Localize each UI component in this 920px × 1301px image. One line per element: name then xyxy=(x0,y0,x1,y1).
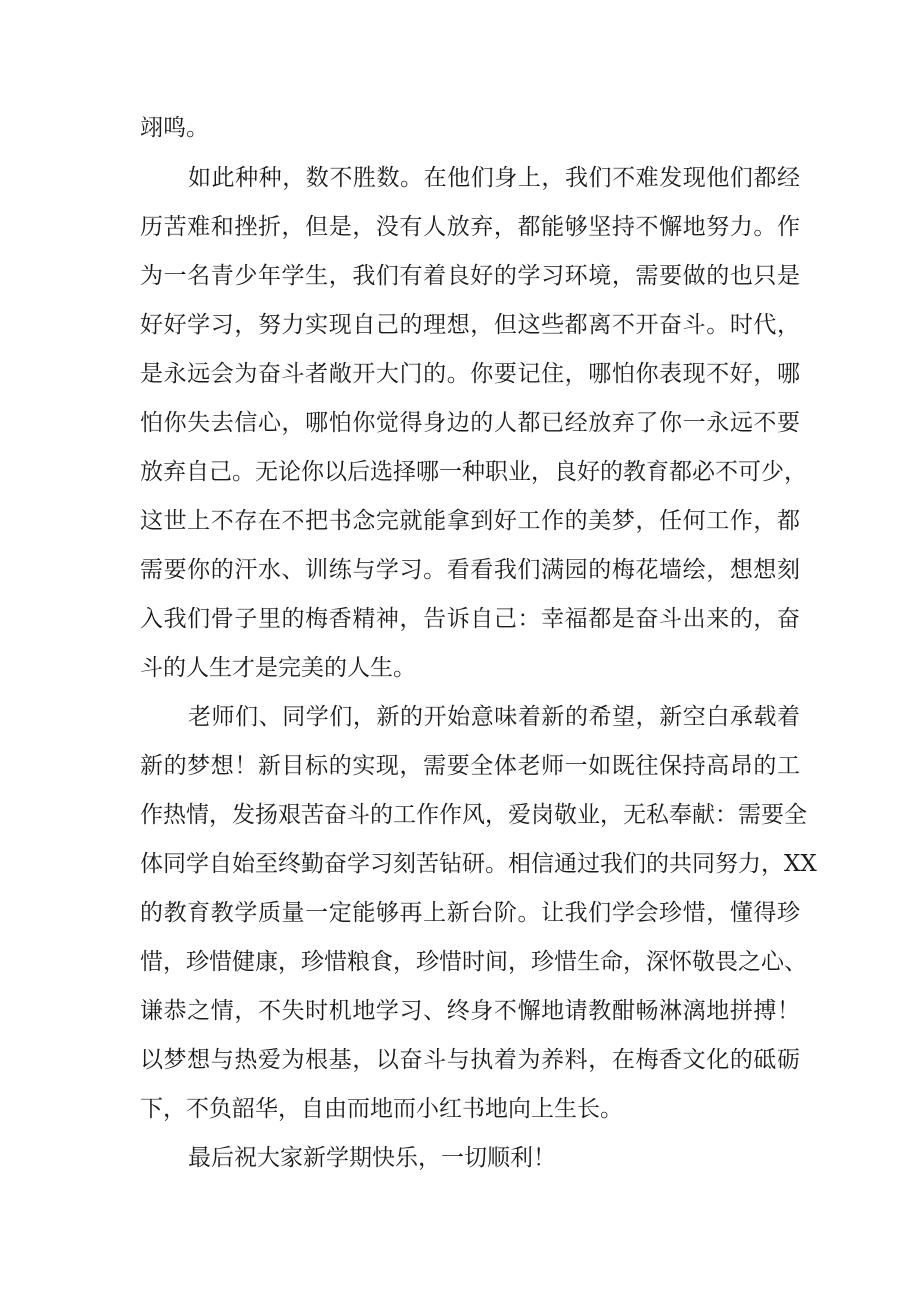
text-line-14: 新的梦想！新目标的实现，需要全体老师一如既往保持高昂的工 xyxy=(140,753,800,779)
text-line-3: 历苦难和挫折，但是，没有人放弃，都能够坚持不懈地努力。作 xyxy=(140,214,800,240)
text-line-18: 惜，珍惜健康，珍惜粮食，珍惜时间，珍惜生命，深怀敬畏之心、 xyxy=(140,949,807,975)
text-line-9: 这世上不存在不把书念完就能拿到好工作的美梦，任何工作，都 xyxy=(140,508,800,534)
text-line-22: 最后祝大家新学期快乐，一切顺利！ xyxy=(188,1145,556,1171)
text-line-8: 放弃自己。无论你以后选择哪一种职业，良好的教育都必不可少， xyxy=(140,459,807,485)
text-line-10: 需要你的汗水、训练与学习。看看我们满园的梅花墙绘，想想刻 xyxy=(140,557,800,583)
text-line-13: 老师们、同学们，新的开始意味着新的希望，新空白承载着 xyxy=(188,704,800,730)
text-line-16: 体同学自始至终勤奋学习刻苦钻研。相信通过我们的共同努力，XX xyxy=(140,851,817,877)
text-line-11: 入我们骨子里的梅香精神，告诉自己：幸福都是奋斗出来的，奋 xyxy=(140,606,800,632)
text-line-12: 斗的人生才是完美的人生。 xyxy=(140,655,416,681)
text-line-4: 为一名青少年学生，我们有着良好的学习环境，需要做的也只是 xyxy=(140,263,800,289)
text-line-2: 如此种种，数不胜数。在他们身上，我们不难发现他们都经 xyxy=(188,165,800,191)
text-line-17: 的教育教学质量一定能够再上新台阶。让我们学会珍惜，懂得珍 xyxy=(140,900,800,926)
text-line-21: 下，不负韶华，自由而地而小红书地向上生长。 xyxy=(140,1096,623,1122)
text-line-1: 翊鸣。 xyxy=(140,115,209,141)
text-line-15: 作热情，发扬艰苦奋斗的工作作风，爱岗敬业，无私奉献：需要全 xyxy=(140,802,807,828)
text-line-6: 是永远会为奋斗者敞开大门的。你要记住，哪怕你表现不好，哪 xyxy=(140,361,800,387)
text-line-7: 怕你失去信心，哪怕你觉得身边的人都已经放弃了你一永远不要 xyxy=(140,410,800,436)
text-line-19: 谦恭之情，不失时机地学习、终身不懈地请教酣畅淋漓地拼搏！ xyxy=(140,998,800,1024)
text-line-5: 好好学习，努力实现自己的理想，但这些都离不开奋斗。时代， xyxy=(140,312,800,338)
text-line-20: 以梦想与热爱为根基，以奋斗与执着为养料，在梅香文化的砥砺 xyxy=(140,1047,800,1073)
